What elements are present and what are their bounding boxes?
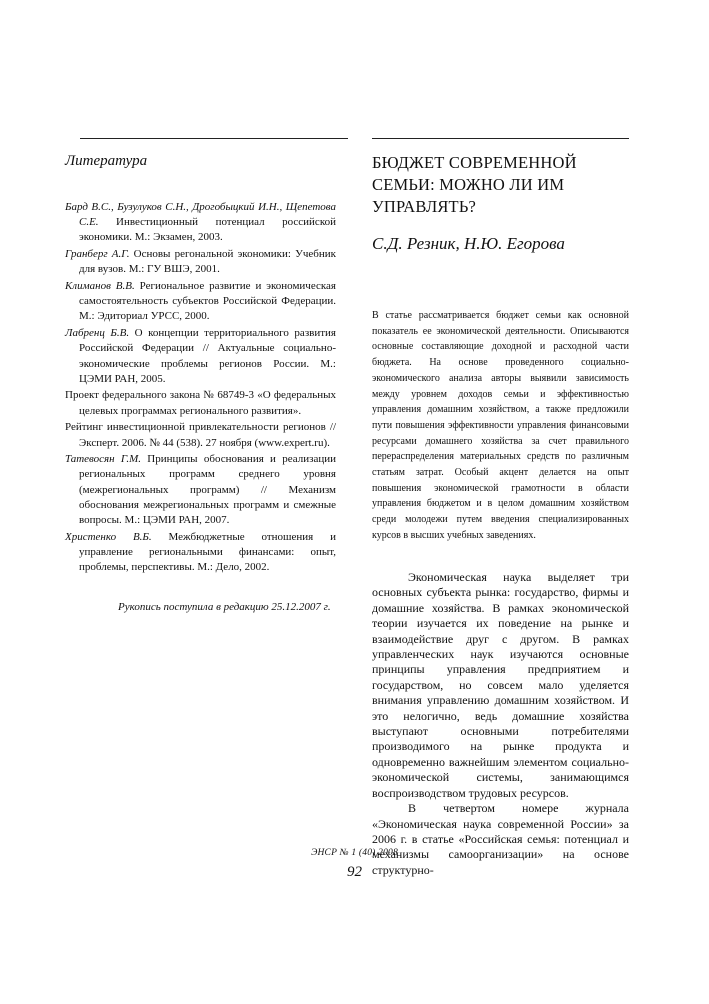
reference-list bbox=[65, 200, 336, 577]
journal-footer: ЭНСР № 1 (40) 2008 bbox=[311, 848, 398, 858]
article-body bbox=[372, 570, 629, 878]
manuscript-received-note: Рукопись поступила в редакцию 25.12.2007 г. bbox=[118, 601, 331, 613]
reference-item bbox=[65, 200, 336, 246]
reference-item bbox=[65, 452, 336, 528]
body-paragraph: Экономическая наука выделяет три основных субъекта рынка: государство, фирмы и домашние хозяйства. В рамках экономической теории изучается их поведение на рынке и взаимодействие друг с другом. В рамках управленческих наук изучаются основные принципы управления предприятием и государством, но совсем мало уделяется внимания управлению домашним хозяйством. И это нелогично, ведь домашние хозяйства выступают основными потребителями производимого на рынке продукта и одновременно важнейшим элементом социально-экономической системы, занимающимся воспроизводством трудовых ресурсов. bbox=[372, 570, 629, 800]
reference-item bbox=[65, 530, 336, 576]
reference-text: Инвестиционный потенциал российской экономики. М.: Экзамен, 2003. bbox=[79, 216, 336, 244]
reference-text: Межбюджетные отношения и управление региональными финансами: опыт, проблемы, перспективы. М.: Дело, 2002. bbox=[79, 530, 336, 574]
reference-author: Татевосян Г.М. bbox=[65, 453, 142, 466]
article-abstract: В статье рассматривается бюджет семьи как основной показатель ее экономической деятельности. Описываются основные составляющие доходной и расходной части бюджета. На основе проведенного социально-экономического анализа авторы выявили зависимость между уровнем доходов семьи и эффективностью управления домашним хозяйством, а также предложили пути повышения эффективности управления финансовыми ресурсами домашнего хозяйства за счет правильного перераспределения материальных средств по различным статьям затрат. Особый акцент делается на опыт повышения экономической грамотности в области управления бюджетом и в целом домашним хозяйством среди молодежи путем введения специализированных курсов в высших учебных заведениях. bbox=[372, 310, 629, 541]
body-paragraph: В четвертом номере журнала «Экономическая наука современной России» за 2006 г. в статье «Российская семья: потенциал и механизмы самоорганизации» на основе структурно- bbox=[372, 801, 629, 877]
reference-author: Христенко В.Б. bbox=[65, 530, 152, 543]
top-rule-right bbox=[372, 138, 629, 139]
reference-text: О концепции территориального развития Российской Федерации // Актуальные социально-экономические проблемы регионов России. М.: ЦЭМИ РАН, 2005. bbox=[79, 327, 336, 385]
reference-item bbox=[65, 420, 336, 450]
reference-author: Лабренц Б.В. bbox=[65, 327, 130, 340]
reference-author: Бард В.С., Бузулуков С.Н., Дрогобыцкий И.Н., Щепетова С.Е. bbox=[65, 201, 336, 229]
reference-item bbox=[65, 388, 336, 418]
reference-item bbox=[65, 247, 336, 277]
reference-text: Рейтинг инвестиционной привлекательности регионов // Эксперт. 2006. № 44 (538). 27 ноября (www.expert.ru). bbox=[65, 421, 336, 449]
reference-author: Климанов В.В. bbox=[65, 280, 135, 293]
article-title: БЮДЖЕТ СОВРЕМЕННОЙ СЕМЬИ: МОЖНО ЛИ ИМ УПРАВЛЯТЬ? bbox=[372, 153, 577, 216]
reference-text: Основы регональной экономики: Учебник для вузов. М.: ГУ ВШЭ, 2001. bbox=[79, 248, 336, 276]
article-authors: С.Д. Резник, Н.Ю. Егорова bbox=[372, 234, 565, 253]
literature-heading: Литература bbox=[65, 153, 148, 169]
reference-text: Проект федерального закона № 68749-3 «О федеральных целевых программах регионального развития». bbox=[65, 389, 336, 417]
reference-text: Региональное развитие и экономическая самостоятельность субъектов Российской Федерации. М.: Эдиториал УРСС, 2000. bbox=[79, 280, 336, 323]
reference-item bbox=[65, 279, 336, 325]
reference-item bbox=[65, 326, 336, 387]
reference-author: Гранберг А.Г. bbox=[65, 248, 130, 261]
page-number: 92 bbox=[347, 864, 362, 880]
reference-text: Принципы обоснования и реализации региональных программ среднего уровня (межрегиональных программ) // Механизм обоснования межрегиональных программ и смежные вопросы. М.: ЦЭМИ РАН, 2007. bbox=[79, 453, 336, 527]
top-rule-left bbox=[80, 138, 348, 139]
